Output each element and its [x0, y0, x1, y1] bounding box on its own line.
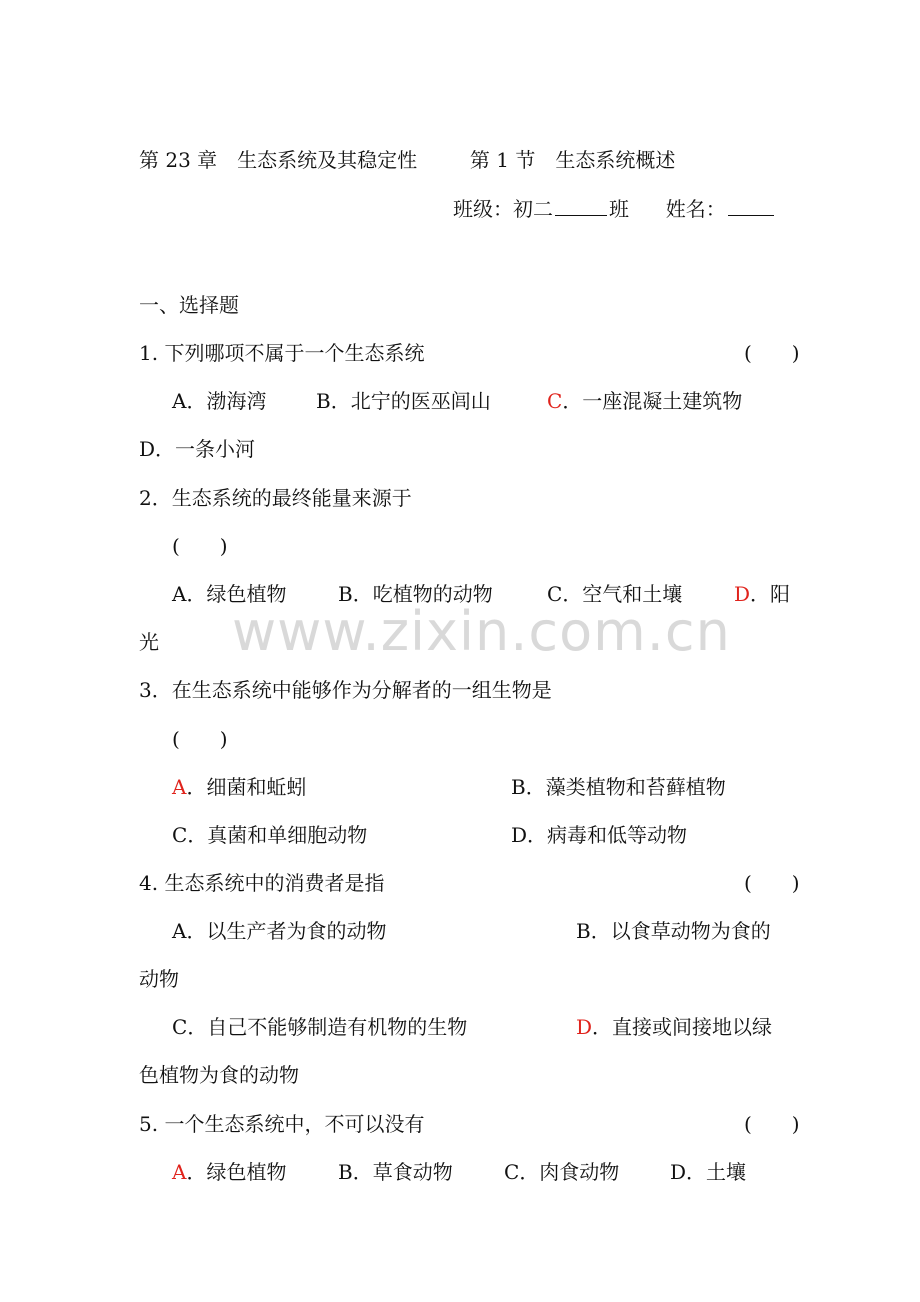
watermark: www.zixin.com.cn — [232, 600, 731, 663]
chapter-title: 第 23 章 生态系统及其稳定性 — [139, 148, 418, 172]
question-3-option-c: C．真菌和单细胞动物 — [172, 823, 368, 847]
student-info — [453, 195, 776, 223]
answer-mark: D — [734, 582, 751, 606]
question-2-option-a: A．绿色植物 — [172, 582, 287, 606]
answer-mark: D — [576, 1015, 593, 1039]
question-3-option-a: A．细菌和蚯蚓 — [172, 775, 307, 799]
question-4-option-d-continued: 色植物为食的动物 — [139, 1063, 299, 1087]
question-3-option-d: D．病毒和低等动物 — [511, 823, 688, 847]
answer-mark: C — [547, 389, 563, 413]
question-5-option-b: B．草食动物 — [338, 1160, 453, 1184]
section-title: 第 1 节 生态系统概述 — [469, 148, 676, 172]
class-suffix: 班 — [609, 197, 629, 221]
class-blank — [555, 195, 607, 216]
answer-mark: A — [172, 1160, 187, 1184]
question-4-option-b: B．以食草动物为食的 — [576, 919, 771, 943]
question-1-stem: 1. 下列哪项不属于一个生态系统 — [139, 341, 425, 365]
worksheet-title — [139, 146, 675, 174]
question-2-stem: 2．生态系统的最终能量来源于 — [139, 486, 412, 510]
question-5-answer-paren: ( ) — [744, 1112, 800, 1136]
name-blank — [728, 195, 774, 216]
question-1-option-c: C．一座混凝土建筑物 — [547, 389, 743, 413]
name-label: 姓名： — [665, 197, 726, 221]
question-4-option-a: A．以生产者为食的动物 — [172, 919, 387, 943]
question-1-option-d: D．一条小河 — [139, 437, 256, 461]
question-2-option-d-continued: 光 — [139, 630, 159, 654]
question-2-option-b: B．吃植物的动物 — [338, 582, 493, 606]
question-3-stem: 3．在生态系统中能够作为分解者的一组生物是 — [139, 678, 552, 702]
question-2-option-c: C．空气和土壤 — [547, 582, 683, 606]
question-4-stem: 4. 生态系统中的消费者是指 — [139, 871, 385, 895]
part-title: 一、选择题 — [139, 293, 239, 317]
question-5-option-a: A．绿色植物 — [172, 1160, 287, 1184]
question-4-option-c: C．自己不能够制造有机物的生物 — [172, 1015, 468, 1039]
question-1-option-b: B．北宁的医巫闾山 — [316, 389, 491, 413]
question-5-option-c: C．肉食动物 — [504, 1160, 620, 1184]
question-5-stem: 5. 一个生态系统中，不可以没有 — [139, 1112, 425, 1136]
question-3-answer-paren: ( ) — [172, 727, 228, 751]
question-3-option-b: B．藻类植物和苔藓植物 — [511, 775, 726, 799]
question-2-option-d: D．阳 — [734, 582, 791, 606]
question-2-answer-paren: ( ) — [172, 534, 228, 558]
answer-mark: A — [172, 775, 187, 799]
question-4-option-b-continued: 动物 — [139, 967, 179, 991]
question-1-answer-paren: ( ) — [744, 341, 800, 365]
question-5-option-d: D．土壤 — [670, 1160, 747, 1184]
question-4-option-d: D．直接或间接地以绿 — [576, 1015, 773, 1039]
question-1-option-a: A．渤海湾 — [172, 389, 267, 413]
question-4-answer-paren: ( ) — [744, 871, 800, 895]
class-label: 班级：初二 — [453, 197, 553, 221]
